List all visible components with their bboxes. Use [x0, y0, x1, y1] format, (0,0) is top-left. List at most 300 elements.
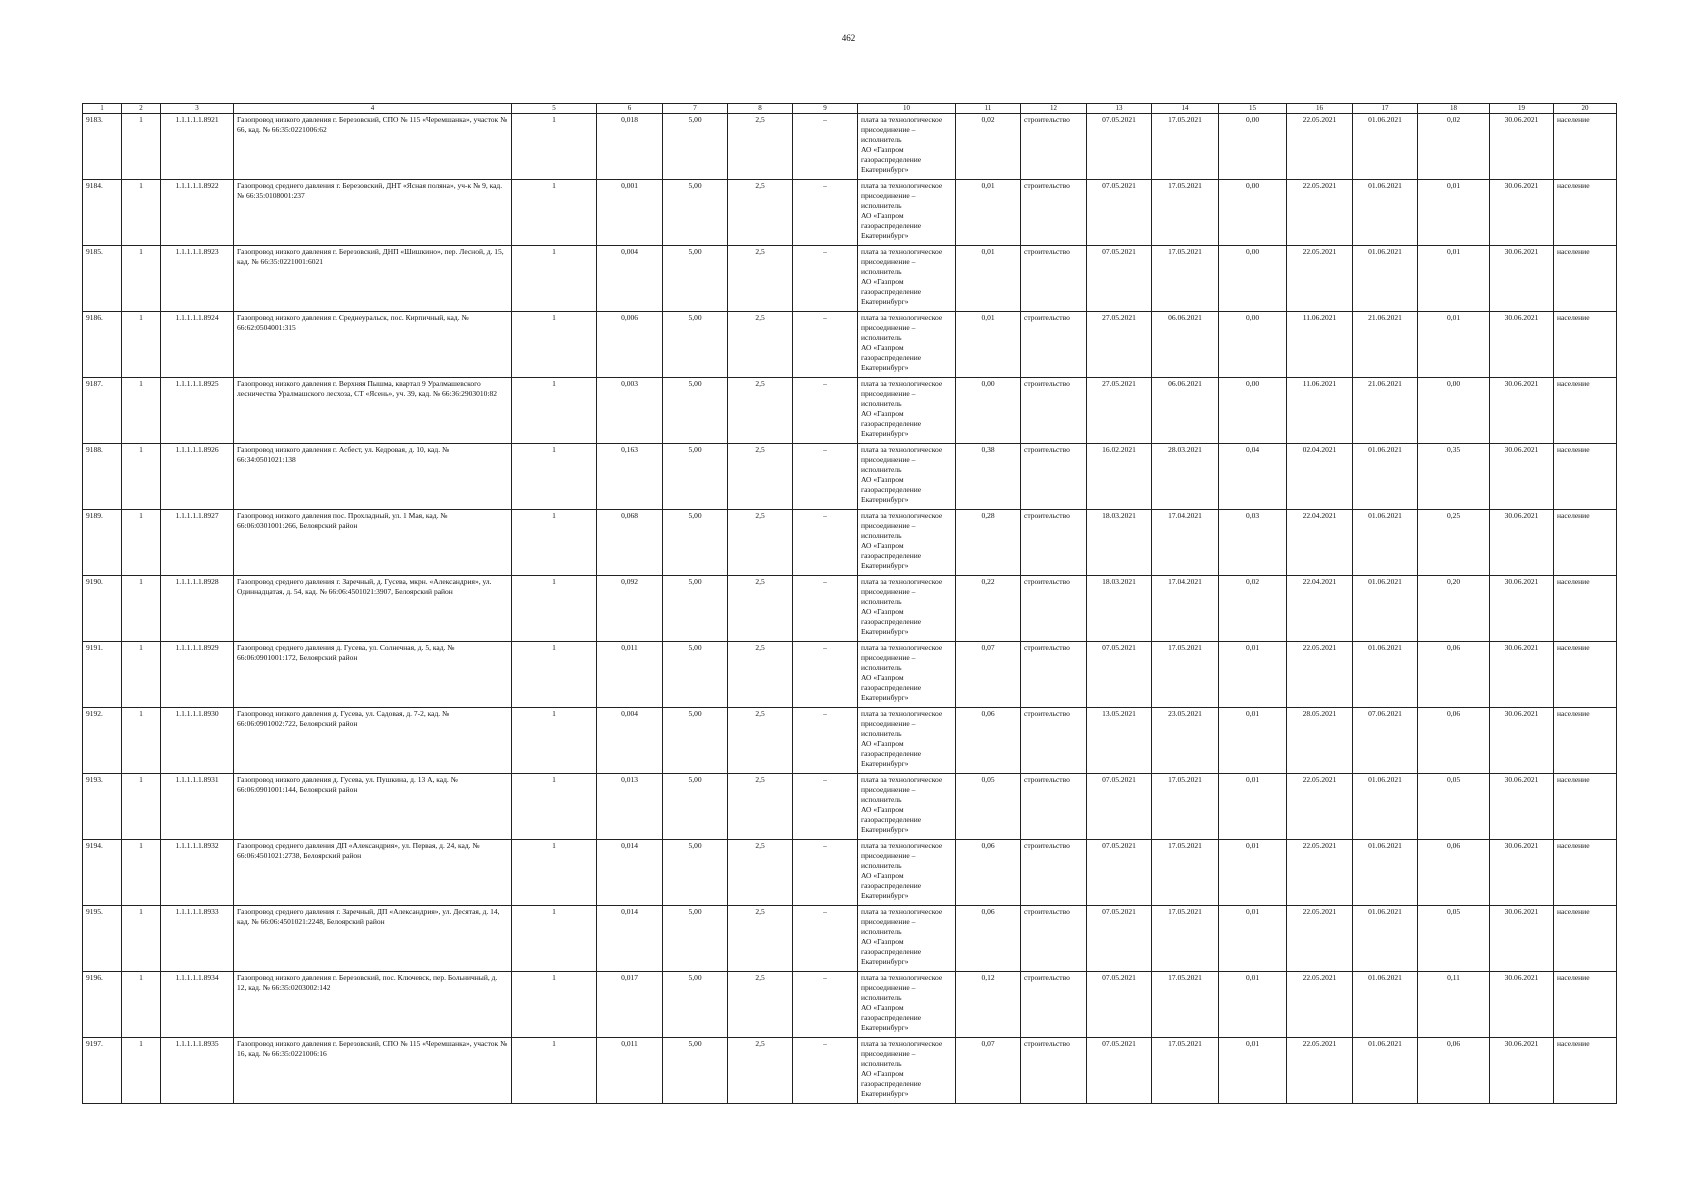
cost-cell: 0,06 — [956, 708, 1021, 774]
start-date-cell: 18.03.2021 — [1087, 576, 1152, 642]
col15-cell: 0,00 — [1219, 246, 1287, 312]
date16-cell: 22.05.2021 — [1287, 972, 1353, 1038]
col8-cell: 2,5 — [728, 906, 793, 972]
column-header: 7 — [663, 104, 728, 114]
table-header — [83, 104, 1617, 114]
date16-cell: 22.04.2021 — [1287, 510, 1353, 576]
start-date-cell: 07.05.2021 — [1087, 1038, 1152, 1104]
column-header: 20 — [1554, 104, 1617, 114]
col5-cell: 1 — [512, 510, 597, 576]
col15-cell: 0,01 — [1219, 708, 1287, 774]
col5-cell: 1 — [512, 246, 597, 312]
col18-cell: 0,06 — [1418, 708, 1490, 774]
end-date-cell: 17.04.2021 — [1152, 510, 1219, 576]
consumer-category-cell: население — [1554, 246, 1617, 312]
end-date-cell: 17.05.2021 — [1152, 774, 1219, 840]
col9-cell: – — [793, 840, 858, 906]
end-date-cell: 17.05.2021 — [1152, 1038, 1219, 1104]
table-row — [83, 1038, 1617, 1104]
consumer-category-cell: население — [1554, 906, 1617, 972]
col2-cell: 1 — [122, 774, 161, 840]
work-type-cell: строительство — [1021, 114, 1087, 180]
column-header: 16 — [1287, 104, 1353, 114]
financing-source-cell: плата за технологическое присоединение – исполнитель АО «Газпром газораспределение Екатеринбург» — [858, 708, 956, 774]
col7-cell: 5,00 — [663, 576, 728, 642]
row-number: 9193. — [83, 774, 122, 840]
col18-cell: 0,02 — [1418, 114, 1490, 180]
column-header: 18 — [1418, 104, 1490, 114]
description-cell: Газопровод низкого давления г. Асбест, ул. Кедровая, д. 10, кад. № 66:34:0501021:138 — [234, 444, 512, 510]
commissioning-date-cell: 30.06.2021 — [1490, 444, 1554, 510]
description-cell: Газопровод среднего давления г. Заречный, ДП «Александрия», ул. Десятая, д. 14, кад. № 66:06:4501021:2248, Белоярский район — [234, 906, 512, 972]
financing-source-cell: плата за технологическое присоединение – исполнитель АО «Газпром газораспределение Екатеринбург» — [858, 510, 956, 576]
length-cell: 0,001 — [597, 180, 663, 246]
col5-cell: 1 — [512, 642, 597, 708]
col15-cell: 0,02 — [1219, 576, 1287, 642]
column-header: 5 — [512, 104, 597, 114]
date17-cell: 21.06.2021 — [1353, 312, 1418, 378]
cost-cell: 0,22 — [956, 576, 1021, 642]
col8-cell: 2,5 — [728, 576, 793, 642]
project-code-cell: 1.1.1.1.1.8923 — [161, 246, 234, 312]
end-date-cell: 06.06.2021 — [1152, 378, 1219, 444]
date17-cell: 01.06.2021 — [1353, 180, 1418, 246]
end-date-cell: 17.05.2021 — [1152, 840, 1219, 906]
col7-cell: 5,00 — [663, 312, 728, 378]
col2-cell: 1 — [122, 114, 161, 180]
length-cell: 0,014 — [597, 906, 663, 972]
col5-cell: 1 — [512, 180, 597, 246]
commissioning-date-cell: 30.06.2021 — [1490, 114, 1554, 180]
date17-cell: 01.06.2021 — [1353, 444, 1418, 510]
col9-cell: – — [793, 510, 858, 576]
col7-cell: 5,00 — [663, 972, 728, 1038]
commissioning-date-cell: 30.06.2021 — [1490, 312, 1554, 378]
consumer-category-cell: население — [1554, 114, 1617, 180]
cost-cell: 0,01 — [956, 180, 1021, 246]
start-date-cell: 13.05.2021 — [1087, 708, 1152, 774]
row-number: 9186. — [83, 312, 122, 378]
column-header: 14 — [1152, 104, 1219, 114]
cost-cell: 0,28 — [956, 510, 1021, 576]
col9-cell: – — [793, 246, 858, 312]
column-header: 3 — [161, 104, 234, 114]
header-row — [83, 104, 1617, 114]
project-code-cell: 1.1.1.1.1.8925 — [161, 378, 234, 444]
end-date-cell: 17.05.2021 — [1152, 972, 1219, 1038]
start-date-cell: 07.05.2021 — [1087, 180, 1152, 246]
work-type-cell: строительство — [1021, 708, 1087, 774]
length-cell: 0,011 — [597, 1038, 663, 1104]
end-date-cell: 17.05.2021 — [1152, 906, 1219, 972]
col8-cell: 2,5 — [728, 312, 793, 378]
start-date-cell: 07.05.2021 — [1087, 972, 1152, 1038]
col2-cell: 1 — [122, 906, 161, 972]
commissioning-date-cell: 30.06.2021 — [1490, 972, 1554, 1038]
col9-cell: – — [793, 114, 858, 180]
col5-cell: 1 — [512, 444, 597, 510]
date17-cell: 01.06.2021 — [1353, 906, 1418, 972]
project-code-cell: 1.1.1.1.1.8929 — [161, 642, 234, 708]
date17-cell: 01.06.2021 — [1353, 840, 1418, 906]
col9-cell: – — [793, 642, 858, 708]
date16-cell: 22.05.2021 — [1287, 906, 1353, 972]
col15-cell: 0,04 — [1219, 444, 1287, 510]
col15-cell: 0,01 — [1219, 642, 1287, 708]
col7-cell: 5,00 — [663, 180, 728, 246]
col8-cell: 2,5 — [728, 972, 793, 1038]
financing-source-cell: плата за технологическое присоединение – исполнитель АО «Газпром газораспределение Екатеринбург» — [858, 444, 956, 510]
start-date-cell: 07.05.2021 — [1087, 906, 1152, 972]
length-cell: 0,163 — [597, 444, 663, 510]
description-cell: Газопровод среднего давления ДП «Александрия», ул. Первая, д. 24, кад. № 66:06:4501021:2738, Белоярский район — [234, 840, 512, 906]
consumer-category-cell: население — [1554, 642, 1617, 708]
date17-cell: 21.06.2021 — [1353, 378, 1418, 444]
financing-source-cell: плата за технологическое присоединение – исполнитель АО «Газпром газораспределение Екатеринбург» — [858, 1038, 956, 1104]
financing-source-cell: плата за технологическое присоединение – исполнитель АО «Газпром газораспределение Екатеринбург» — [858, 246, 956, 312]
date16-cell: 11.06.2021 — [1287, 378, 1353, 444]
work-type-cell: строительство — [1021, 840, 1087, 906]
start-date-cell: 07.05.2021 — [1087, 114, 1152, 180]
col2-cell: 1 — [122, 642, 161, 708]
column-header: 17 — [1353, 104, 1418, 114]
date17-cell: 01.06.2021 — [1353, 1038, 1418, 1104]
col2-cell: 1 — [122, 378, 161, 444]
date16-cell: 22.05.2021 — [1287, 246, 1353, 312]
investment-program-table — [82, 103, 1617, 1104]
financing-source-cell: плата за технологическое присоединение – исполнитель АО «Газпром газораспределение Екатеринбург» — [858, 576, 956, 642]
table-row — [83, 906, 1617, 972]
col18-cell: 0,01 — [1418, 180, 1490, 246]
commissioning-date-cell: 30.06.2021 — [1490, 840, 1554, 906]
description-cell: Газопровод низкого давления г. Березовский, пос. Ключевск, пер. Больничный, д. 12, кад. № 66:35:0203002:142 — [234, 972, 512, 1038]
description-cell: Газопровод среднего давления г. Заречный, д. Гусева, мкрн. «Александрия», ул. Одиннадцатая, д. 54, кад. № 66:06:4501021:3907, Белоярский район — [234, 576, 512, 642]
col18-cell: 0,06 — [1418, 1038, 1490, 1104]
date16-cell: 22.05.2021 — [1287, 840, 1353, 906]
commissioning-date-cell: 30.06.2021 — [1490, 774, 1554, 840]
row-number: 9197. — [83, 1038, 122, 1104]
col7-cell: 5,00 — [663, 840, 728, 906]
date16-cell: 22.05.2021 — [1287, 114, 1353, 180]
financing-source-cell: плата за технологическое присоединение – исполнитель АО «Газпром газораспределение Екатеринбург» — [858, 642, 956, 708]
col18-cell: 0,05 — [1418, 774, 1490, 840]
date17-cell: 01.06.2021 — [1353, 774, 1418, 840]
col15-cell: 0,00 — [1219, 180, 1287, 246]
table-row — [83, 114, 1617, 180]
col5-cell: 1 — [512, 972, 597, 1038]
length-cell: 0,003 — [597, 378, 663, 444]
col15-cell: 0,01 — [1219, 840, 1287, 906]
col18-cell: 0,25 — [1418, 510, 1490, 576]
cost-cell: 0,05 — [956, 774, 1021, 840]
consumer-category-cell: население — [1554, 708, 1617, 774]
table-row — [83, 444, 1617, 510]
col8-cell: 2,5 — [728, 246, 793, 312]
col8-cell: 2,5 — [728, 114, 793, 180]
col15-cell: 0,00 — [1219, 312, 1287, 378]
table-row — [83, 180, 1617, 246]
date17-cell: 07.06.2021 — [1353, 708, 1418, 774]
length-cell: 0,017 — [597, 972, 663, 1038]
commissioning-date-cell: 30.06.2021 — [1490, 378, 1554, 444]
col7-cell: 5,00 — [663, 642, 728, 708]
start-date-cell: 07.05.2021 — [1087, 642, 1152, 708]
financing-source-cell: плата за технологическое присоединение – исполнитель АО «Газпром газораспределение Екатеринбург» — [858, 378, 956, 444]
col5-cell: 1 — [512, 312, 597, 378]
col8-cell: 2,5 — [728, 774, 793, 840]
cost-cell: 0,00 — [956, 378, 1021, 444]
table-row — [83, 708, 1617, 774]
end-date-cell: 17.04.2021 — [1152, 576, 1219, 642]
col15-cell: 0,03 — [1219, 510, 1287, 576]
start-date-cell: 27.05.2021 — [1087, 312, 1152, 378]
column-header: 1 — [83, 104, 122, 114]
col7-cell: 5,00 — [663, 444, 728, 510]
project-code-cell: 1.1.1.1.1.8933 — [161, 906, 234, 972]
description-cell: Газопровод низкого давления г. Березовский, СПО № 115 «Черемшанка», участок № 16, кад. № 66:35:0221006:16 — [234, 1038, 512, 1104]
cost-cell: 0,06 — [956, 906, 1021, 972]
col5-cell: 1 — [512, 840, 597, 906]
col8-cell: 2,5 — [728, 180, 793, 246]
col7-cell: 5,00 — [663, 708, 728, 774]
col18-cell: 0,06 — [1418, 840, 1490, 906]
col2-cell: 1 — [122, 708, 161, 774]
col2-cell: 1 — [122, 576, 161, 642]
date17-cell: 01.06.2021 — [1353, 510, 1418, 576]
col2-cell: 1 — [122, 972, 161, 1038]
end-date-cell: 17.05.2021 — [1152, 246, 1219, 312]
col15-cell: 0,00 — [1219, 114, 1287, 180]
description-cell: Газопровод низкого давления г. Березовский, ДНП «Шишкино», пер. Лесной, д. 15, кад. № 66:35:0221001:6021 — [234, 246, 512, 312]
col7-cell: 5,00 — [663, 510, 728, 576]
consumer-category-cell: население — [1554, 774, 1617, 840]
project-code-cell: 1.1.1.1.1.8922 — [161, 180, 234, 246]
col18-cell: 0,00 — [1418, 378, 1490, 444]
project-code-cell: 1.1.1.1.1.8932 — [161, 840, 234, 906]
description-cell: Газопровод среднего давления д. Гусева, ул. Солнечная, д. 5, кад. № 66:06:0901001:172, Белоярский район — [234, 642, 512, 708]
column-header: 10 — [858, 104, 956, 114]
column-header: 13 — [1087, 104, 1152, 114]
description-cell: Газопровод низкого давления д. Гусева, ул. Пушкина, д. 13 А, кад. № 66:06:0901001:144, Белоярский район — [234, 774, 512, 840]
date16-cell: 22.04.2021 — [1287, 576, 1353, 642]
length-cell: 0,092 — [597, 576, 663, 642]
col18-cell: 0,05 — [1418, 906, 1490, 972]
col15-cell: 0,00 — [1219, 378, 1287, 444]
row-number: 9191. — [83, 642, 122, 708]
consumer-category-cell: население — [1554, 180, 1617, 246]
col2-cell: 1 — [122, 510, 161, 576]
commissioning-date-cell: 30.06.2021 — [1490, 246, 1554, 312]
work-type-cell: строительство — [1021, 642, 1087, 708]
col18-cell: 0,01 — [1418, 246, 1490, 312]
col2-cell: 1 — [122, 1038, 161, 1104]
col15-cell: 0,01 — [1219, 906, 1287, 972]
col9-cell: – — [793, 444, 858, 510]
col2-cell: 1 — [122, 180, 161, 246]
end-date-cell: 17.05.2021 — [1152, 642, 1219, 708]
row-number: 9187. — [83, 378, 122, 444]
length-cell: 0,011 — [597, 642, 663, 708]
cost-cell: 0,38 — [956, 444, 1021, 510]
consumer-category-cell: население — [1554, 510, 1617, 576]
consumer-category-cell: население — [1554, 972, 1617, 1038]
length-cell: 0,014 — [597, 840, 663, 906]
row-number: 9184. — [83, 180, 122, 246]
financing-source-cell: плата за технологическое присоединение – исполнитель АО «Газпром газораспределение Екатеринбург» — [858, 906, 956, 972]
row-number: 9196. — [83, 972, 122, 1038]
project-code-cell: 1.1.1.1.1.8928 — [161, 576, 234, 642]
col8-cell: 2,5 — [728, 840, 793, 906]
financing-source-cell: плата за технологическое присоединение – исполнитель АО «Газпром газораспределение Екатеринбург» — [858, 180, 956, 246]
row-number: 9194. — [83, 840, 122, 906]
table-row — [83, 510, 1617, 576]
work-type-cell: строительство — [1021, 444, 1087, 510]
commissioning-date-cell: 30.06.2021 — [1490, 642, 1554, 708]
commissioning-date-cell: 30.06.2021 — [1490, 1038, 1554, 1104]
work-type-cell: строительство — [1021, 906, 1087, 972]
table-body — [83, 114, 1617, 1104]
project-code-cell: 1.1.1.1.1.8931 — [161, 774, 234, 840]
col2-cell: 1 — [122, 312, 161, 378]
length-cell: 0,068 — [597, 510, 663, 576]
date16-cell: 22.05.2021 — [1287, 642, 1353, 708]
column-header: 19 — [1490, 104, 1554, 114]
col8-cell: 2,5 — [728, 642, 793, 708]
length-cell: 0,018 — [597, 114, 663, 180]
work-type-cell: строительство — [1021, 774, 1087, 840]
col9-cell: – — [793, 1038, 858, 1104]
col5-cell: 1 — [512, 576, 597, 642]
cost-cell: 0,06 — [956, 840, 1021, 906]
date16-cell: 22.05.2021 — [1287, 1038, 1353, 1104]
financing-source-cell: плата за технологическое присоединение – исполнитель АО «Газпром газораспределение Екатеринбург» — [858, 840, 956, 906]
financing-source-cell: плата за технологическое присоединение – исполнитель АО «Газпром газораспределение Екатеринбург» — [858, 114, 956, 180]
table-row — [83, 576, 1617, 642]
table-row — [83, 378, 1617, 444]
col7-cell: 5,00 — [663, 1038, 728, 1104]
work-type-cell: строительство — [1021, 576, 1087, 642]
column-header: 15 — [1219, 104, 1287, 114]
table-row — [83, 840, 1617, 906]
col18-cell: 0,11 — [1418, 972, 1490, 1038]
description-cell: Газопровод низкого давления г. Среднеуральск, пос. Кирпичный, кад. № 66:62:0504001:315 — [234, 312, 512, 378]
col2-cell: 1 — [122, 840, 161, 906]
commissioning-date-cell: 30.06.2021 — [1490, 906, 1554, 972]
start-date-cell: 16.02.2021 — [1087, 444, 1152, 510]
description-cell: Газопровод низкого давления г. Верхняя Пышма, квартал 9 Уралмашевского лесничества Уралмашского лесхоза, СТ «Ясень», уч. 39, кад. № 66:36:2903010:82 — [234, 378, 512, 444]
col7-cell: 5,00 — [663, 378, 728, 444]
commissioning-date-cell: 30.06.2021 — [1490, 510, 1554, 576]
column-header: 6 — [597, 104, 663, 114]
date16-cell: 02.04.2021 — [1287, 444, 1353, 510]
col8-cell: 2,5 — [728, 708, 793, 774]
col9-cell: – — [793, 378, 858, 444]
col7-cell: 5,00 — [663, 114, 728, 180]
cost-cell: 0,01 — [956, 246, 1021, 312]
description-cell: Газопровод низкого давления г. Березовский, СПО № 115 «Черемшанка», участок № 66, кад. № 66:35:0221006:62 — [234, 114, 512, 180]
col7-cell: 5,00 — [663, 774, 728, 840]
column-header: 8 — [728, 104, 793, 114]
commissioning-date-cell: 30.06.2021 — [1490, 708, 1554, 774]
work-type-cell: строительство — [1021, 510, 1087, 576]
col2-cell: 1 — [122, 246, 161, 312]
date17-cell: 01.06.2021 — [1353, 642, 1418, 708]
col9-cell: – — [793, 576, 858, 642]
date17-cell: 01.06.2021 — [1353, 246, 1418, 312]
end-date-cell: 17.05.2021 — [1152, 114, 1219, 180]
col18-cell: 0,01 — [1418, 312, 1490, 378]
col5-cell: 1 — [512, 906, 597, 972]
col9-cell: – — [793, 972, 858, 1038]
financing-source-cell: плата за технологическое присоединение – исполнитель АО «Газпром газораспределение Екатеринбург» — [858, 774, 956, 840]
col2-cell: 1 — [122, 444, 161, 510]
consumer-category-cell: население — [1554, 1038, 1617, 1104]
consumer-category-cell: население — [1554, 840, 1617, 906]
start-date-cell: 18.03.2021 — [1087, 510, 1152, 576]
col8-cell: 2,5 — [728, 378, 793, 444]
date16-cell: 11.06.2021 — [1287, 312, 1353, 378]
row-number: 9190. — [83, 576, 122, 642]
row-number: 9195. — [83, 906, 122, 972]
col5-cell: 1 — [512, 114, 597, 180]
col9-cell: – — [793, 906, 858, 972]
col8-cell: 2,5 — [728, 510, 793, 576]
date16-cell: 28.05.2021 — [1287, 708, 1353, 774]
description-cell: Газопровод среднего давления г. Березовский, ДНТ «Ясная поляна», уч-к № 9, кад. № 66:35:0108001:237 — [234, 180, 512, 246]
length-cell: 0,013 — [597, 774, 663, 840]
start-date-cell: 07.05.2021 — [1087, 774, 1152, 840]
financing-source-cell: плата за технологическое присоединение – исполнитель АО «Газпром газораспределение Екатеринбург» — [858, 312, 956, 378]
col15-cell: 0,01 — [1219, 972, 1287, 1038]
work-type-cell: строительство — [1021, 378, 1087, 444]
length-cell: 0,004 — [597, 708, 663, 774]
start-date-cell: 07.05.2021 — [1087, 840, 1152, 906]
date17-cell: 01.06.2021 — [1353, 576, 1418, 642]
end-date-cell: 28.03.2021 — [1152, 444, 1219, 510]
date17-cell: 01.06.2021 — [1353, 972, 1418, 1038]
work-type-cell: строительство — [1021, 180, 1087, 246]
cost-cell: 0,07 — [956, 642, 1021, 708]
col18-cell: 0,35 — [1418, 444, 1490, 510]
work-type-cell: строительство — [1021, 312, 1087, 378]
cost-cell: 0,07 — [956, 1038, 1021, 1104]
page-number: 462 — [841, 33, 856, 43]
commissioning-date-cell: 30.06.2021 — [1490, 576, 1554, 642]
consumer-category-cell: население — [1554, 444, 1617, 510]
start-date-cell: 07.05.2021 — [1087, 246, 1152, 312]
table-row — [83, 972, 1617, 1038]
date16-cell: 22.05.2021 — [1287, 180, 1353, 246]
col9-cell: – — [793, 708, 858, 774]
length-cell: 0,006 — [597, 312, 663, 378]
cost-cell: 0,01 — [956, 312, 1021, 378]
end-date-cell: 06.06.2021 — [1152, 312, 1219, 378]
col5-cell: 1 — [512, 1038, 597, 1104]
row-number: 9189. — [83, 510, 122, 576]
end-date-cell: 23.05.2021 — [1152, 708, 1219, 774]
project-code-cell: 1.1.1.1.1.8930 — [161, 708, 234, 774]
project-code-cell: 1.1.1.1.1.8924 — [161, 312, 234, 378]
work-type-cell: строительство — [1021, 972, 1087, 1038]
table-row — [83, 774, 1617, 840]
project-code-cell: 1.1.1.1.1.8927 — [161, 510, 234, 576]
table-row — [83, 312, 1617, 378]
col5-cell: 1 — [512, 708, 597, 774]
project-code-cell: 1.1.1.1.1.8921 — [161, 114, 234, 180]
col18-cell: 0,20 — [1418, 576, 1490, 642]
column-header: 9 — [793, 104, 858, 114]
row-number: 9183. — [83, 114, 122, 180]
